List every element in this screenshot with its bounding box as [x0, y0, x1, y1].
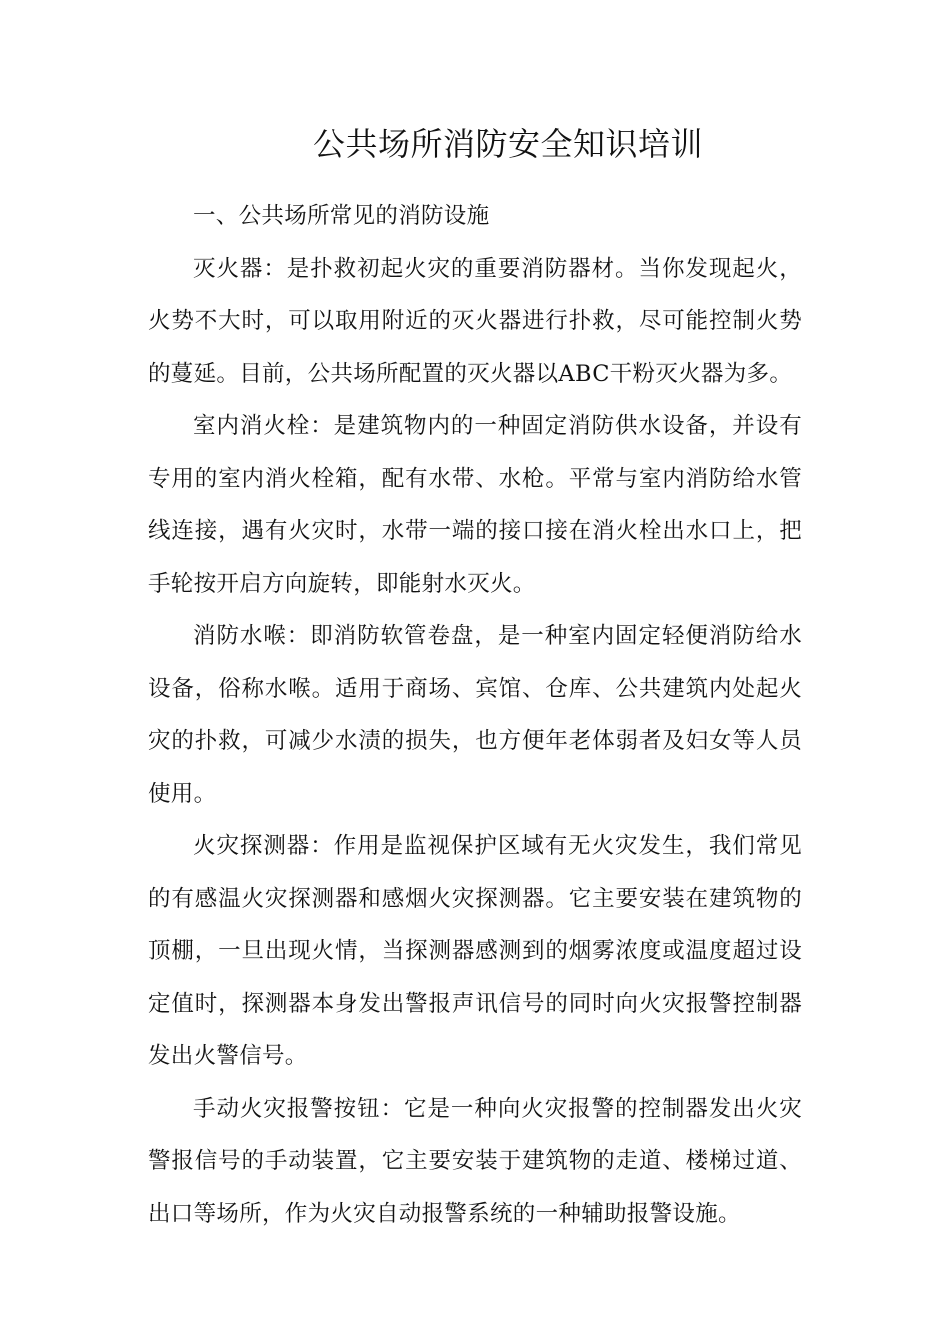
paragraph-fire-hose-reel: 消防水喉：即消防软管卷盘，是一种室内固定轻便消防给水设备，俗称水喉。适用于商场、宾馆、仓库、公共建筑内处起火灾的扑救，可减少水渍的损失，也方便年老体弱者及妇女等人员使用。 — [148, 623, 802, 807]
paragraph-fire-extinguisher: 灭火器：是扑救初起火灾的重要消防器材。当你发现起火，火势不大时，可以取用附近的灭火器进行扑救，尽可能控制火势的蔓延。目前，公共场所配置的灭火器以ABC干粉灭火器为多。 — [148, 255, 802, 387]
section-heading: 一、公共场所常见的消防设施 — [193, 203, 490, 229]
paragraph-fire-detector: 火灾探测器：作用是监视保护区域有无火灾发生，我们常见的有感温火灾探测器和感烟火灾探测器。它主要安装在建筑物的顶棚，一旦出现火情，当探测器感测到的烟雾浓度或温度超过设定值时，探测器本身发出警报声讯信号的同时向火灾报警控制器发出火警信号。 — [148, 833, 802, 1069]
paragraph-manual-alarm-button: 手动火灾报警按钮：它是一种向火灾报警的控制器发出火灾警报信号的手动装置，它主要安装于建筑物的走道、楼梯过道、出口等场所，作为火灾自动报警系统的一种辅助报警设施。 — [148, 1095, 802, 1227]
document-body — [148, 190, 802, 1240]
document-title: 公共场所消防安全知识培训 — [312, 125, 703, 163]
paragraph-indoor-hydrant: 室内消火栓：是建筑物内的一种固定消防供水设备，并设有专用的室内消火栓箱，配有水带、水枪。平常与室内消防给水管线连接，遇有火灾时，水带一端的接口接在消火栓出水口上，把手轮按开启方向旋转，即能射水灭火。 — [148, 413, 802, 597]
